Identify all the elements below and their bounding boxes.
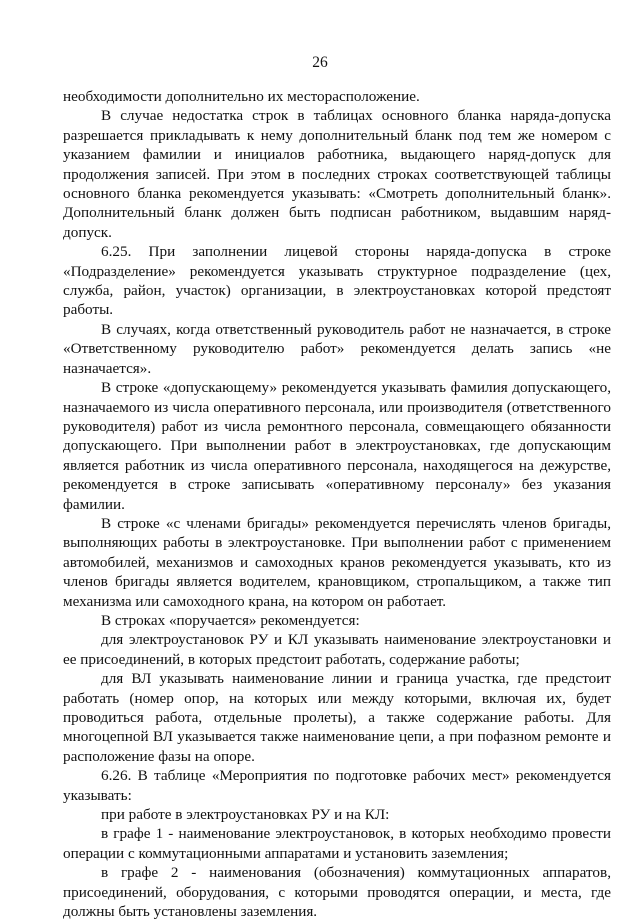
paragraph-additional-form: В случае недостатка строк в таблицах основного бланка наряда-допуска разрешается прикладывать к нему дополнительный бланк под тем же номером с указанием фамилии и инициалов работника, выдающего наряд-допуск для продолжения записей. При этом в последних строках соответствующей таблицы основного бланка рекомендуется указывать: «Смотреть дополнительный бланк». Дополнительный бланк должен быть подписан работником, выдавшим наряд-допуск.: [63, 107, 611, 241]
paragraph-assigned: В строках «поручается» рекомендуется:: [101, 611, 360, 629]
page-number: 26: [312, 54, 328, 71]
paragraph-vl: для ВЛ указывать наименование линии и граница участка, где предстоит работать (номер опор, на которых или между которыми, включая их, будет проводиться работа, отдельные пролеты), а также содержание работы. Для многоцепной ВЛ указывается также наименование цепи, а при пофазном ремонте и расположение фазы на опоре.: [63, 670, 611, 765]
paragraph-ru-kl: для электроустановок РУ и КЛ указывать наименование электроустановки и ее присоединений, в которых предстоит работать, содержание работы;: [63, 631, 611, 668]
paragraph-column-2: в графе 2 - наименования (обозначения) коммутационных аппаратов, присоединений, оборудования, с которыми проводятся операции, и места, где должны быть установлены заземления.: [63, 864, 611, 921]
paragraph-admitting: В строке «допускающему» рекомендуется указывать фамилия допускающего, назначаемого из числа оперативного персонала, или производителя (ответственного руководителя) работ из числа ремонтного персонала, совмещающего обязанности допускающего. При выполнении работ в электроустановках, где допускающим является работник из числа оперативного персонала, находящегося на дежурстве, рекомендуется в строке записывать «оперативному персоналу» без указания фамилии.: [63, 379, 611, 513]
paragraph-ru-kl-work: при работе в электроустановках РУ и на КЛ:: [101, 806, 390, 824]
paragraph-6-26: 6.26. В таблице «Мероприятия по подготовке рабочих мест» рекомендуется указывать:: [63, 767, 611, 804]
document-body: [63, 87, 611, 921]
paragraph-continuation: необходимости дополнительно их месторасположение.: [63, 88, 420, 105]
paragraph-team-members: В строке «с членами бригады» рекомендуется перечислять членов бригады, выполняющих работы в электроустановке. При выполнении работ с применением автомобилей, механизмов и самоходных кранов рекомендуется указывать, кто из членов бригады является водителем, крановщиком, стропальщиком, а также тип механизма или самоходного крана, на котором он работает.: [63, 514, 611, 610]
paragraph-responsible-manager: В случаях, когда ответственный руководитель работ не назначается, в строке «Ответственному руководителю работ» рекомендуется делать запись «не назначается».: [63, 320, 611, 377]
paragraph-6-25: 6.25. При заполнении лицевой стороны наряда-допуска в строке «Подразделение» рекомендуется указывать структурное подразделение (цех, служба, район, участок) организации, в электроустановках которой предстоят работы.: [63, 243, 611, 319]
paragraph-column-1: в графе 1 - наименование электроустановок, в которых необходимо провести операции с коммутационными аппаратами и установить заземления;: [63, 825, 611, 862]
